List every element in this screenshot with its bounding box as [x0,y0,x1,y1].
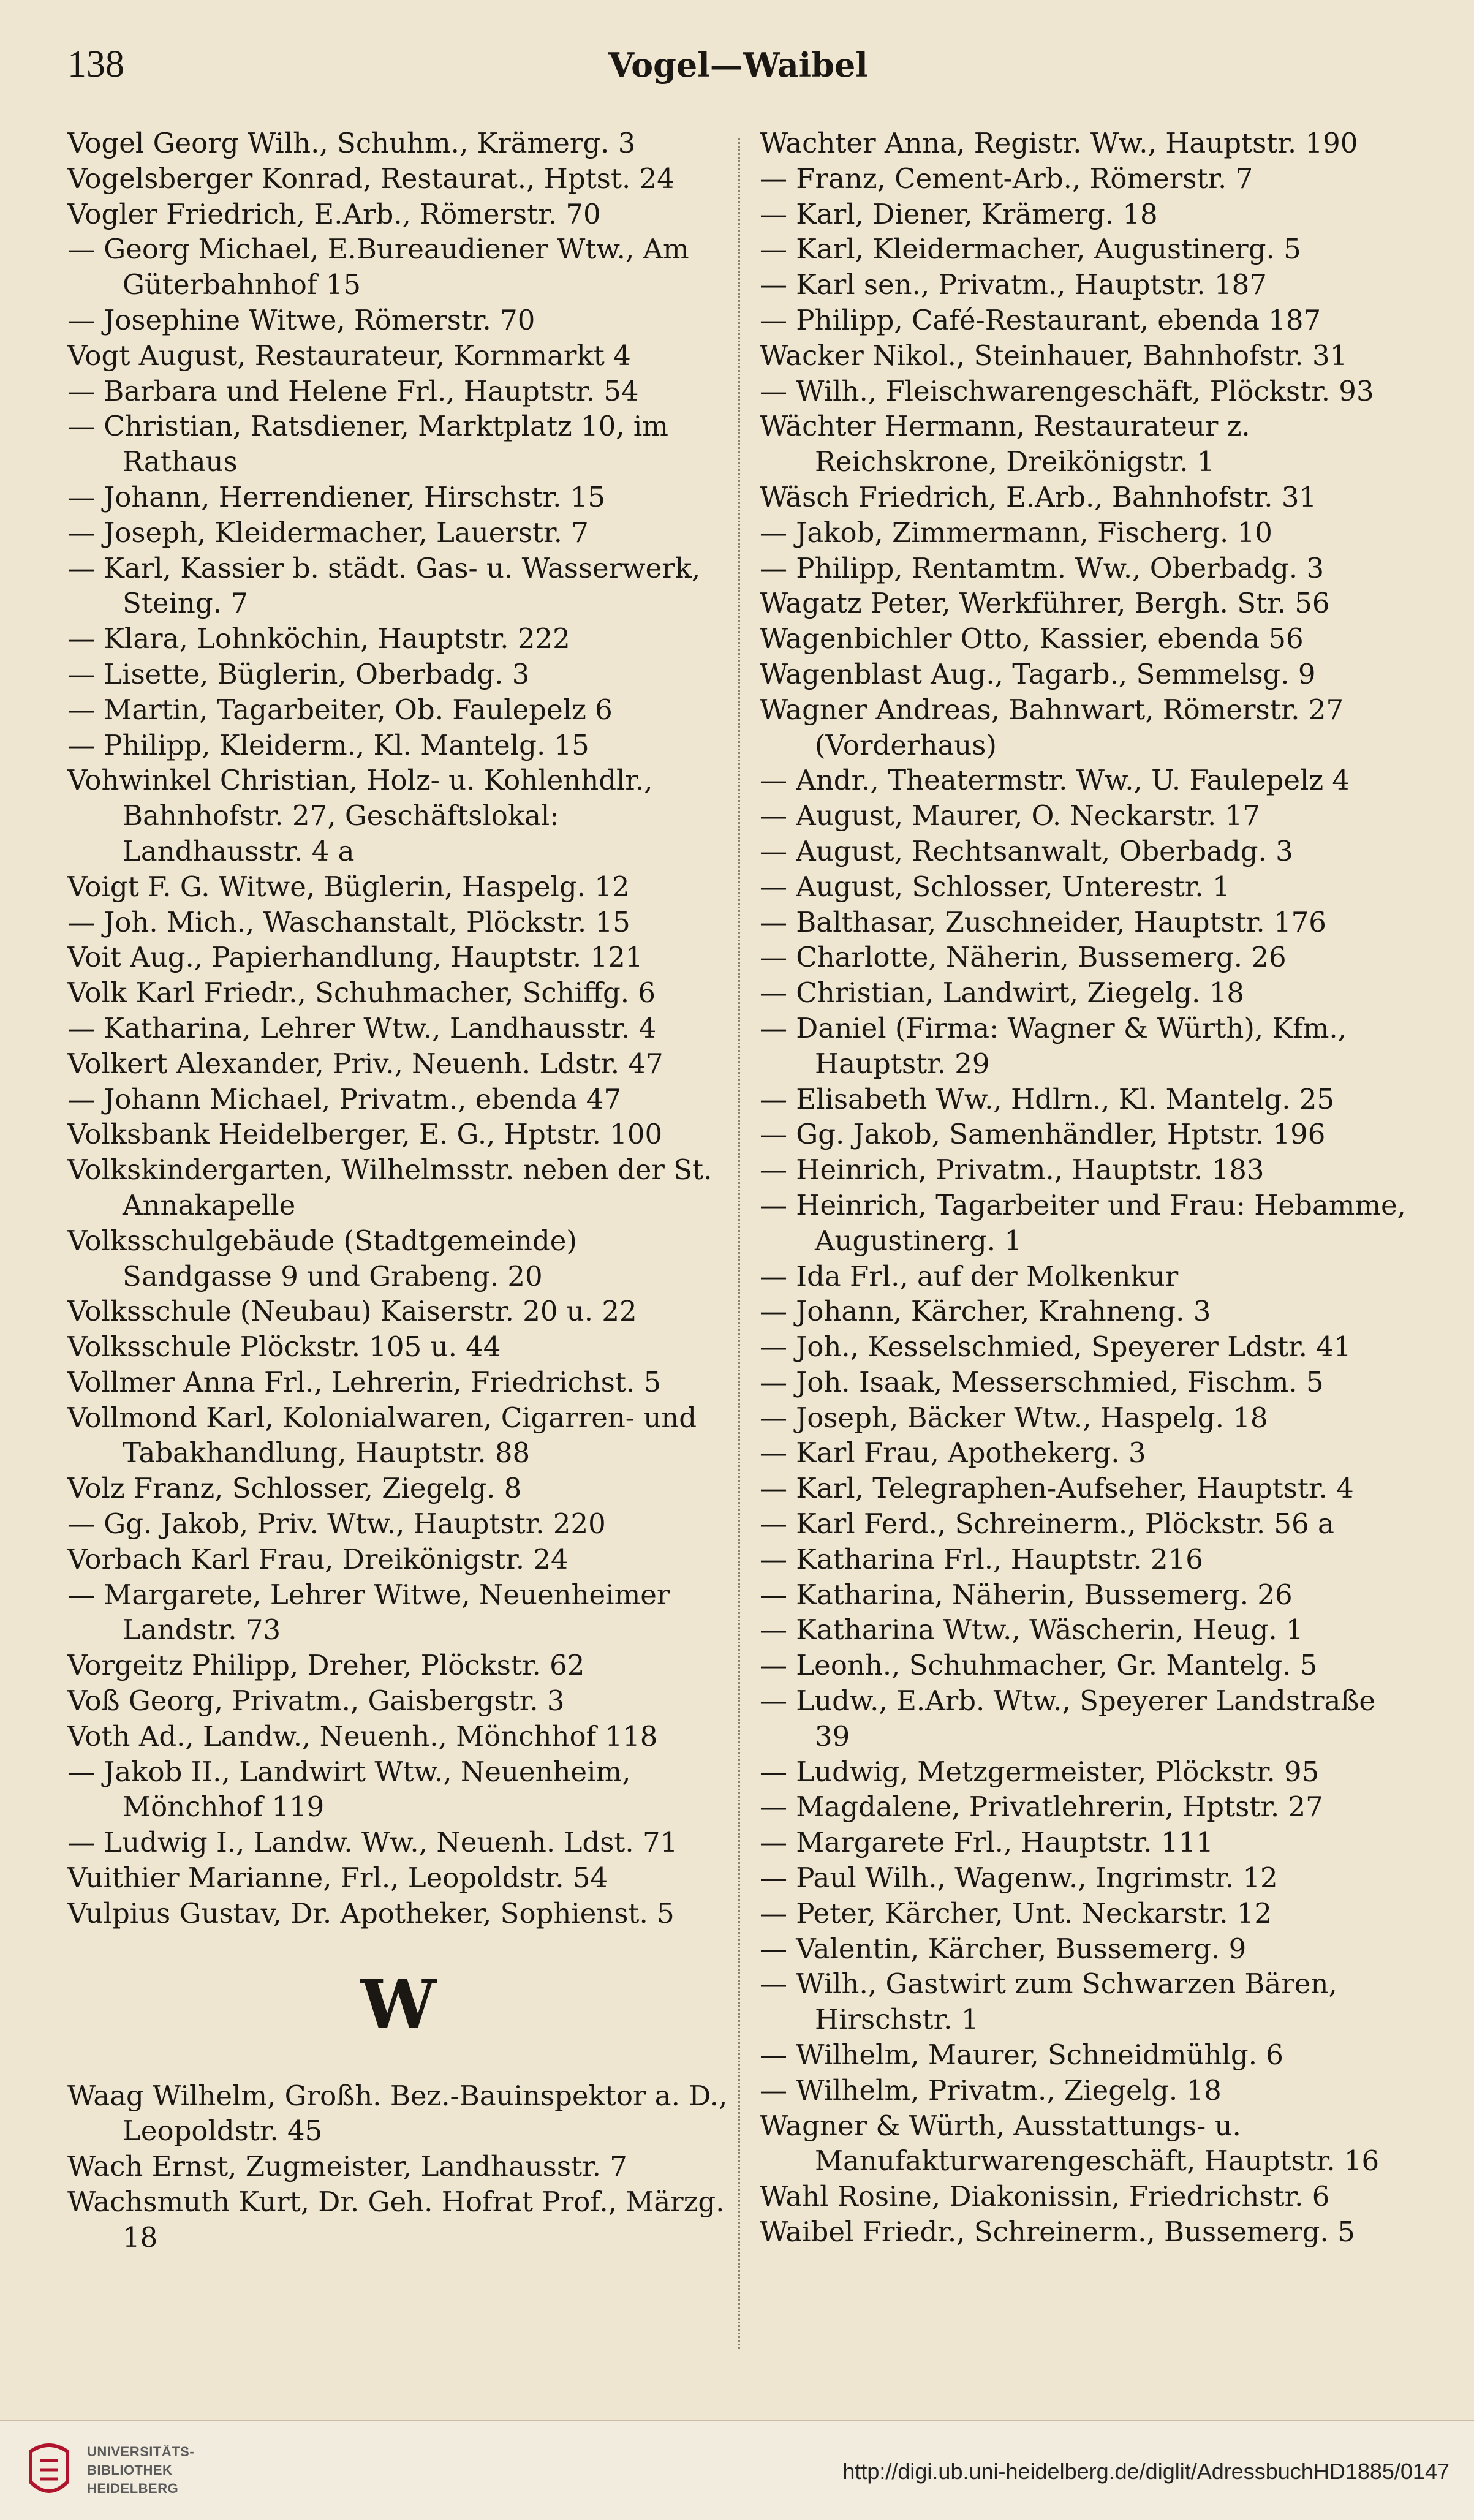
directory-entry: — Karl, Telegraphen-Aufseher, Hauptstr. 4 [760,1472,1354,1505]
right-column [760,126,1409,2250]
directory-entry: — Katharina, Näherin, Bussemerg. 26 [760,1578,1293,1611]
letter-heading: W [360,1964,436,2044]
directory-entry: — Franz, Cement-Arb., Römerstr. 7 [760,162,1253,195]
directory-entry: Wachter Anna, Registr. Ww., Hauptstr. 190 [760,127,1358,159]
directory-entry: Vogler Friedrich, E.Arb., Römerstr. 70 [67,197,601,230]
directory-entry: Vogelsberger Konrad, Restaurat., Hptst. 24 [67,162,675,195]
library-name [87,2443,194,2498]
directory-entry: — Margarete, Lehrer Witwe, Neuenheimer Landstr. 73 [67,1578,670,1647]
directory-entry: Vollmond Karl, Kolonialwaren, Cigarren- und Tabakhandlung, Hauptstr. 88 [67,1401,697,1469]
directory-entry: — Wilh., Fleischwarengeschäft, Plöckstr. 93 [760,374,1374,407]
directory-entry: — Ida Frl., auf der Molkenkur [760,1259,1179,1292]
right-entries [760,126,1409,2250]
page-footer [0,2420,1474,2520]
directory-entry: — Charlotte, Näherin, Bussemerg. 26 [760,941,1287,974]
directory-entry: Vulpius Gustav, Dr. Apotheker, Sophienst. 5 [67,1896,675,1930]
running-head: Vogel—Waibel [608,45,868,85]
directory-entry: — Joh. Mich., Waschanstalt, Plöckstr. 15 [67,905,630,938]
directory-entry: — Karl Frau, Apothekerg. 3 [760,1436,1146,1469]
directory-entry: — Katharina Frl., Hauptstr. 216 [760,1542,1203,1575]
directory-entry: — Joseph, Kleidermacher, Lauerstr. 7 [67,516,589,549]
directory-entry: Wacker Nikol., Steinhauer, Bahnhofstr. 31 [760,339,1348,372]
directory-entry: — Leonh., Schuhmacher, Gr. Mantelg. 5 [760,1649,1318,1682]
directory-entry: Waag Wilhelm, Großh. Bez.-Bauinspektor a. D., Leopoldstr. 45 [67,2079,728,2148]
directory-entry: — Philipp, Café-Restaurant, ebenda 187 [760,303,1321,336]
directory-entry: Wächter Hermann, Restaurateur z. Reichskrone, Dreikönigstr. 1 [760,410,1250,478]
directory-entry: Volkskindergarten, Wilhelmsstr. neben der St. Annakapelle [67,1153,712,1221]
directory-entry: Volk Karl Friedr., Schuhmacher, Schiffg. 6 [67,976,656,1009]
directory-entry: Volksschulgebäude (Stadtgemeinde) Sandgasse 9 und Grabeng. 20 [67,1224,577,1292]
directory-entry: Wachsmuth Kurt, Dr. Geh. Hofrat Prof., Märzg. 18 [67,2186,725,2254]
directory-entry: — Ludwig, Metzgermeister, Plöckstr. 95 [760,1755,1320,1788]
directory-entry: — Johann, Herrendiener, Hirschstr. 15 [67,480,605,513]
directory-entry: Vohwinkel Christian, Holz- u. Kohlenhdlr., Bahnhofstr. 27, Geschäftslokal: Landhausstr. 4 a [67,764,653,867]
directory-entry: — Christian, Landwirt, Ziegelg. 18 [760,976,1245,1009]
directory-entry: Vogt August, Restaurateur, Kornmarkt 4 [67,339,631,372]
library-logo [18,2439,202,2507]
directory-entry: — Gg. Jakob, Priv. Wtw., Hauptstr. 220 [67,1507,606,1541]
directory-entry: Volkert Alexander, Priv., Neuenh. Ldstr. 47 [67,1047,663,1080]
directory-entry: — Karl sen., Privatm., Hauptstr. 187 [760,268,1267,301]
directory-entry: — Peter, Kärcher, Unt. Neckarstr. 12 [760,1896,1272,1930]
directory-entry: — Valentin, Kärcher, Bussemerg. 9 [760,1932,1247,1965]
directory-entry: — Gg. Jakob, Samenhändler, Hptstr. 196 [760,1118,1326,1151]
directory-entry: — Christian, Ratsdiener, Marktplatz 10, im Rathaus [67,410,668,478]
directory-entry: — Andr., Theatermstr. Ww., U. Faulepelz 4 [760,764,1350,797]
directory-entry: — Johann Michael, Privatm., ebenda 47 [67,1082,621,1115]
directory-entry: — Wilh., Gastwirt zum Schwarzen Bären, Hirschstr. 1 [760,1967,1337,2036]
library-name-line: BIBLIOTHEK [87,2462,173,2478]
directory-entry: Wagenblast Aug., Tagarb., Semmelsg. 9 [760,657,1316,690]
directory-entry: Volksschule (Neubau) Kaiserstr. 20 u. 22 [67,1295,637,1328]
directory-entry: — August, Maurer, O. Neckarstr. 17 [760,799,1260,832]
directory-entry: — Johann, Kärcher, Krahneng. 3 [760,1295,1211,1328]
directory-entry: Vogel Georg Wilh., Schuhm., Krämerg. 3 [67,127,636,159]
left-column [67,126,729,2255]
directory-entry: — Margarete Frl., Hauptstr. 111 [760,1826,1214,1859]
directory-entry: — Jakob, Zimmermann, Fischerg. 10 [760,516,1272,549]
page-header [67,37,1409,104]
directory-entry: — August, Rechtsanwalt, Oberbadg. 3 [760,834,1293,867]
directory-entry: — Ludwig I., Landw. Ww., Neuenh. Ldst. 71 [67,1826,678,1859]
directory-entry: — Katharina, Lehrer Wtw., Landhausstr. 4 [67,1011,657,1044]
directory-entry: Wahl Rosine, Diakonissin, Friedrichstr. 6 [760,2180,1330,2213]
directory-entry: — Jakob II., Landwirt Wtw., Neuenheim, Mönchhof 119 [67,1755,631,1824]
directory-entry: — Karl Ferd., Schreinerm., Plöckstr. 56 a [760,1507,1334,1541]
directory-entry: — Josephine Witwe, Römerstr. 70 [67,303,535,336]
directory-entry: — Joseph, Bäcker Wtw., Haspelg. 18 [760,1401,1268,1434]
column-divider [738,138,740,2349]
directory-entry: — Klara, Lohnköchin, Hauptstr. 222 [67,622,570,655]
directory-entry: Volksbank Heidelberger, E. G., Hptstr. 100 [67,1118,663,1151]
directory-entry: Vollmer Anna Frl., Lehrerin, Friedrichst. 5 [67,1365,662,1398]
directory-entry: Voß Georg, Privatm., Gaisbergstr. 3 [67,1684,565,1718]
directory-entry: Volz Franz, Schlosser, Ziegelg. 8 [67,1472,522,1505]
left-entries [67,126,729,1931]
directory-entry: Voth Ad., Landw., Neuenh., Mönchhof 118 [67,1719,658,1752]
directory-entry: Vorgeitz Philipp, Dreher, Plöckstr. 62 [67,1649,585,1682]
library-name-line: HEIDELBERG [87,2481,179,2496]
directory-entry: Volksschule Plöckstr. 105 u. 44 [67,1330,501,1364]
directory-entry: — Ludw., E.Arb. Wtw., Speyerer Landstraße 39 [760,1684,1376,1752]
directory-entry: — Philipp, Kleiderm., Kl. Mantelg. 15 [67,728,589,761]
directory-entry: — Daniel (Firma: Wagner & Würth), Kfm., Hauptstr. 29 [760,1011,1347,1080]
directory-entry: — Wilhelm, Privatm., Ziegelg. 18 [760,2073,1222,2107]
directory-entry: — August, Schlosser, Unterestr. 1 [760,870,1230,903]
directory-entry: — Wilhelm, Maurer, Schneidmühlg. 6 [760,2039,1283,2072]
directory-entry: — Heinrich, Privatm., Hauptstr. 183 [760,1153,1264,1186]
directory-entry: Vorbach Karl Frau, Dreikönigstr. 24 [67,1542,569,1575]
directory-entry: — Lisette, Büglerin, Oberbadg. 3 [67,657,530,690]
directory-entry: Voigt F. G. Witwe, Büglerin, Haspelg. 12 [67,870,630,903]
directory-entry: — Karl, Kassier b. städt. Gas- u. Wasserwerk, Steing. 7 [67,551,701,620]
directory-entry: Wäsch Friedrich, E.Arb., Bahnhofstr. 31 [760,480,1317,513]
directory-entry: — Martin, Tagarbeiter, Ob. Faulepelz 6 [67,693,613,726]
directory-entry: Wagner Andreas, Bahnwart, Römerstr. 27 (Vorderhaus) [760,693,1344,761]
directory-entry: — Katharina Wtw., Wäscherin, Heug. 1 [760,1613,1304,1647]
directory-entry: — Joh. Isaak, Messerschmied, Fischm. 5 [760,1365,1324,1398]
directory-entry: Voit Aug., Papierhandlung, Hauptstr. 121 [67,941,643,974]
directory-entry: — Philipp, Rentamtm. Ww., Oberbadg. 3 [760,551,1325,584]
library-name-line: UNIVERSITÄTS- [87,2444,195,2459]
page-number: 138 [67,43,124,85]
directory-entry: — Joh., Kesselschmied, Speyerer Ldstr. 41 [760,1330,1351,1364]
directory-entry: — Karl, Kleidermacher, Augustinerg. 5 [760,233,1301,266]
directory-entry: — Balthasar, Zuschneider, Hauptstr. 176 [760,905,1326,938]
source-link[interactable]: http://digi.ub.uni-heidelberg.de/diglit/AdressbuchHD1885/0147 [842,2459,1449,2484]
directory-entry: Wagatz Peter, Werkführer, Bergh. Str. 56 [760,587,1330,620]
directory-entry: Wagner & Würth, Ausstattungs- u. Manufakturwarengeschäft, Hauptstr. 16 [760,2109,1380,2178]
directory-entry: — Barbara und Helene Frl., Hauptstr. 54 [67,374,639,407]
directory-entry: — Heinrich, Tagarbeiter und Frau: Hebamme, Augustinerg. 1 [760,1188,1406,1257]
directory-entry: — Elisabeth Ww., Hdlrn., Kl. Mantelg. 25 [760,1082,1335,1115]
directory-entry: — Paul Wilh., Wagenw., Ingrimstr. 12 [760,1862,1278,1895]
directory-entry: — Magdalene, Privatlehrerin, Hptstr. 27 [760,1790,1323,1824]
directory-entry: Vuithier Marianne, Frl., Leopoldstr. 54 [67,1862,608,1895]
directory-entry: — Karl, Diener, Krämerg. 18 [760,197,1158,230]
directory-entry: Wach Ernst, Zugmeister, Landhausstr. 7 [67,2150,627,2183]
library-seal-icon [18,2439,80,2507]
directory-entry: — Georg Michael, E.Bureaudiener Wtw., Am Güterbahnhof 15 [67,233,689,301]
directory-entry: Wagenbichler Otto, Kassier, ebenda 56 [760,622,1304,655]
left-entries-w [67,2078,729,2255]
directory-entry: Waibel Friedr., Schreinerm., Bussemerg. 5 [760,2216,1355,2249]
